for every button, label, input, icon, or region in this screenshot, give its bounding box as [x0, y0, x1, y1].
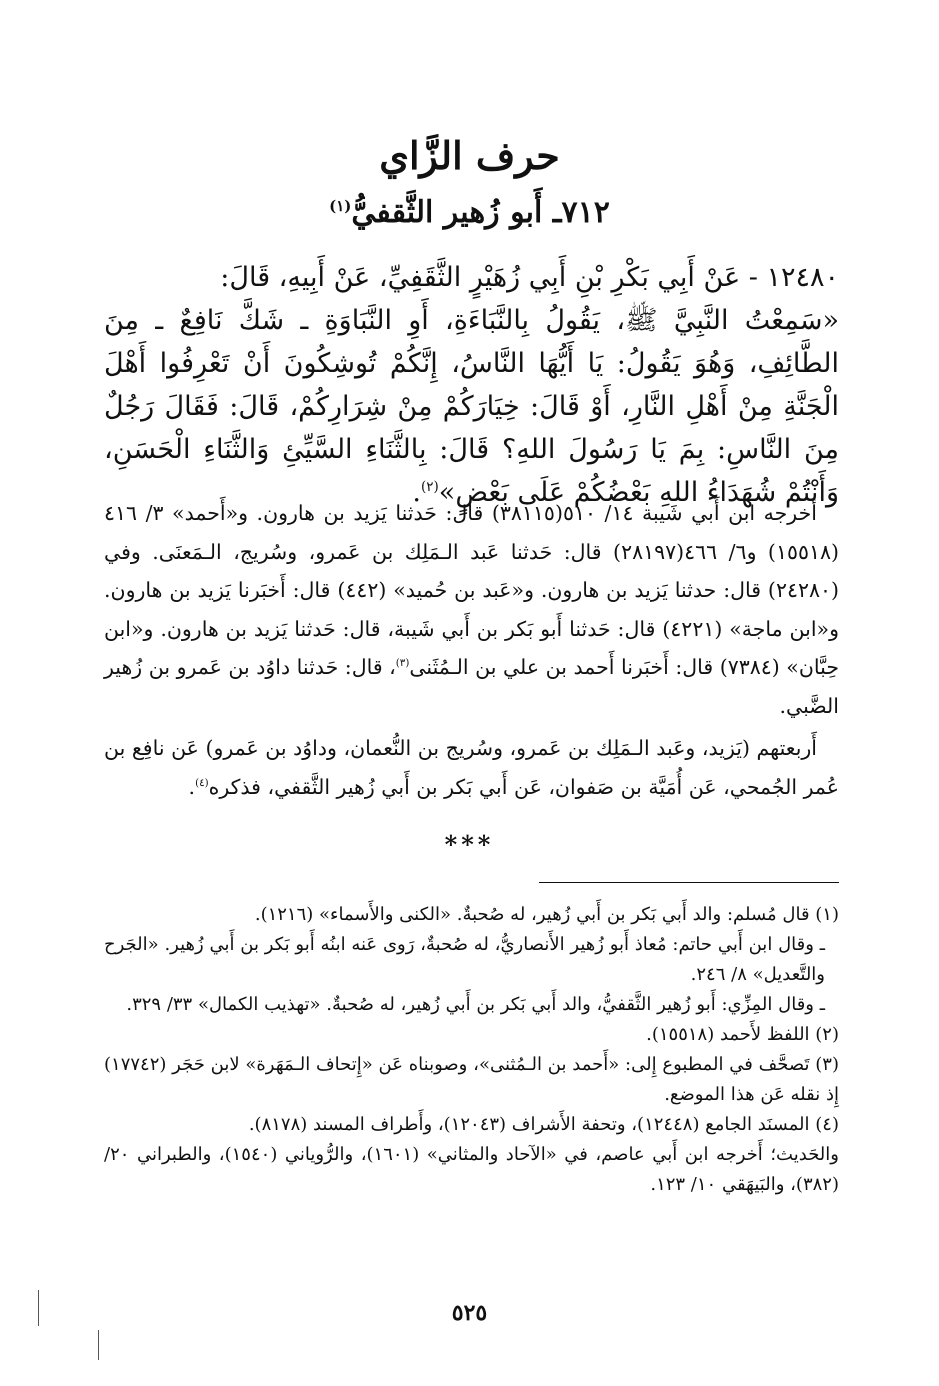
hadith-matn: «سَمِعْتُ النَّبِيَّ ﷺ، يَقُولُ بِالنَّبَاءَةِ، أَوِ النَّبَاوَةِ ـ شَكَّ نَافِعٌ ـ مِنَ الطَّائِفِ، وَهُوَ يَقُولُ: يَا أَيُّهَا النَّاسُ، إِنَّكُمْ تُوشِكُونَ أَنْ تَعْرِفُوا أَهْلَ الْجَنَّةِ مِنْ أَهْلِ النَّارِ، أَوْ قَالَ: خِيَارَكُمْ مِنْ شِرَارِكُمْ، قَالَ: فَقَالَ رَجُلٌ مِنَ النَّاسِ: بِمَ يَا رَسُولَ اللهِ؟ قَالَ: بِالثَّنَاءِ السَّيِّئِ وَالثَّنَاءِ الْحَسَنِ، وَأَنْتُمْ شُهَدَاءُ اللهِ بَعْضُكُمْ عَلَى بَعْضٍ»$^{(٢)}$. — [104, 305, 839, 508]
chapter-title: حرف الزَّاي — [379, 133, 560, 178]
page-number: ٥٢٥ — [451, 1300, 488, 1326]
footnote-4: (٤) المسنَد الجامع (١٢٤٤٨)، وتحفة الأَشراف (١٢٠٤٣)، وأَطراف المسند (٨١٧٨). — [248, 1114, 839, 1135]
footnote-1-note-3: ـ وقال المِزِّي: أَبو زُهير الثَّقفيُّ، والد أَبي بَكر بن أَبي زُهير، له صُحبةٌ. «تهذيب الكمال» ٣٣/ ٣٢٩. — [126, 994, 825, 1015]
takhrij-para2-text: أَربعتهم (يَزيد، وعَبد الـمَلِك بن عَمرو، وسُريج بن النُّعمان، وداوُد بن عَمرو) عَن نافِع بن عُمر الجُمحي، عَن أُمَيَّة بن صَفوان، عَن أَبي بَكر بن أَبي زُهير الثَّقفي، فذكره — [104, 736, 839, 799]
footnote-divider — [539, 882, 839, 883]
footnote-1-note-2: ـ وقال ابن أَبي حاتم: مُعاذ أَبو زُهير الأَنصاريُّ، له صُحبةٌ، رَوى عَنه ابنُه أَبو بَكر بن أَبي زُهير. «الجَرح والتَّعديل» ٨/ ٢٤٦. — [104, 934, 825, 985]
footnote-ref-2: (٢) — [420, 479, 439, 495]
section-separator: *** — [444, 830, 495, 859]
footnote-ref-4: (٤) — [195, 776, 209, 789]
hadith-matn-text: «سَمِعْتُ النَّبِيَّ ﷺ، يَقُولُ بِالنَّبَاءَةِ، أَوِ النَّبَاوَةِ ـ شَكَّ نَافِعٌ ـ مِنَ الطَّائِفِ، وَهُوَ يَقُولُ: يَا أَيُّهَا النَّاسُ، إِنَّكُمْ تُوشِكُونَ أَنْ تَعْرِفُوا أَهْلَ الْجَنَّةِ مِنْ أَهْلِ النَّارِ، أَوْ قَالَ: خِيَارَكُمْ مِنْ شِرَارِكُمْ، قَالَ: فَقَالَ رَجُلٌ مِنَ النَّاسِ: بِمَ يَا رَسُولَ اللهِ؟ قَالَ: بِالثَّنَاءِ السَّيِّئِ وَالثَّنَاءِ الْحَسَنِ، وَأَنْتُمْ شُهَدَاءُ اللهِ بَعْضُكُمْ عَلَى بَعْضٍ» — [104, 305, 839, 508]
entry-title — [0, 188, 939, 238]
footnote-2: (٢) اللفظ لأَحمد (١٥٥١٨). — [646, 1024, 839, 1045]
takhrij-para2-end: . — [188, 774, 196, 799]
takhrij-paragraph-1 — [104, 494, 839, 725]
footnote-4-continuation: والحَديث؛ أَخرجه ابن أَبي عاصم، في «الآحاد والمثاني» (١٦٠١)، والرُّوياني (١٥٤٠)، والطبراني ٢٠/ (٣٨٢)، والبَيهَقي ١٠/ ١٢٣. — [104, 1144, 839, 1195]
hadith-text — [104, 256, 839, 514]
takhrij-section — [104, 494, 839, 806]
footnote-1: (١) قال مُسلم: والد أَبي بَكر بن أَبي زُهير، له صُحبةٌ. «الكنى والأَسماء» (١٢١٦). — [254, 904, 839, 925]
entry-title-text: ٧١٢ـ أَبو زُهير الثَّقفيُّ — [351, 195, 610, 230]
footnotes — [104, 900, 839, 1200]
footnote-ref-3: (٣) — [395, 657, 410, 670]
scan-margin-mark — [38, 1290, 39, 1326]
footnote-3: (٣) تَصحَّف في المطبوع إِلى: «أَحمد بن الـمُثنى»، وصوبناه عَن «إِتحاف الـمَهَرة» لابن حَجَر (١٧٧٤٢) إِذ نقله عَن هذا الموضع. — [104, 1054, 839, 1105]
hadith-isnad: ١٢٤٨٠ - عَنْ أَبِي بَكْرِ بْنِ أَبِي زُهَيْرٍ الثَّقَفِيِّ، عَنْ أَبِيهِ، قَالَ: — [220, 262, 839, 293]
takhrij-paragraph-2 — [104, 729, 839, 806]
takhrij-para1-text: أخرجه ابن أَبي شَيبة ١٤/ ٥١٠(٣٨١١٥) قال: حَدثنا يَزيد بن هارون. و«أَحمد» ٣/ ٤١٦ (١٥٥١٨) و٦/ ٤٦٦(٢٨١٩٧) قال: حَدثنا عَبد الـمَلِك بن عَمرو، وسُريج، الـمَعنَى. وفي (٢٤٢٨٠) قال: حدثنا يَزيد بن هارون. و«عَبد بن حُميد» (٤٤٢) قال: أَخبَرنا يَزيد بن هارون. و«ابن ماجة» (٤٢٢١) قال: حَدثنا أَبو بَكر بن أَبي شَيبة، قال: حَدثنا يَزيد بن هارون. و«ابن حِبَّان» (٧٣٨٤) قال: أَخبَرنا أَحمد بن علي بن الـمُثَنى — [104, 501, 840, 679]
scan-margin-mark — [98, 1330, 99, 1360]
footnote-ref-1: (١) — [329, 197, 352, 215]
takhrij-para1-end: ، قال: حَدثنا داوُد بن عَمرو بن زُهير الضَّبي. — [104, 655, 839, 718]
